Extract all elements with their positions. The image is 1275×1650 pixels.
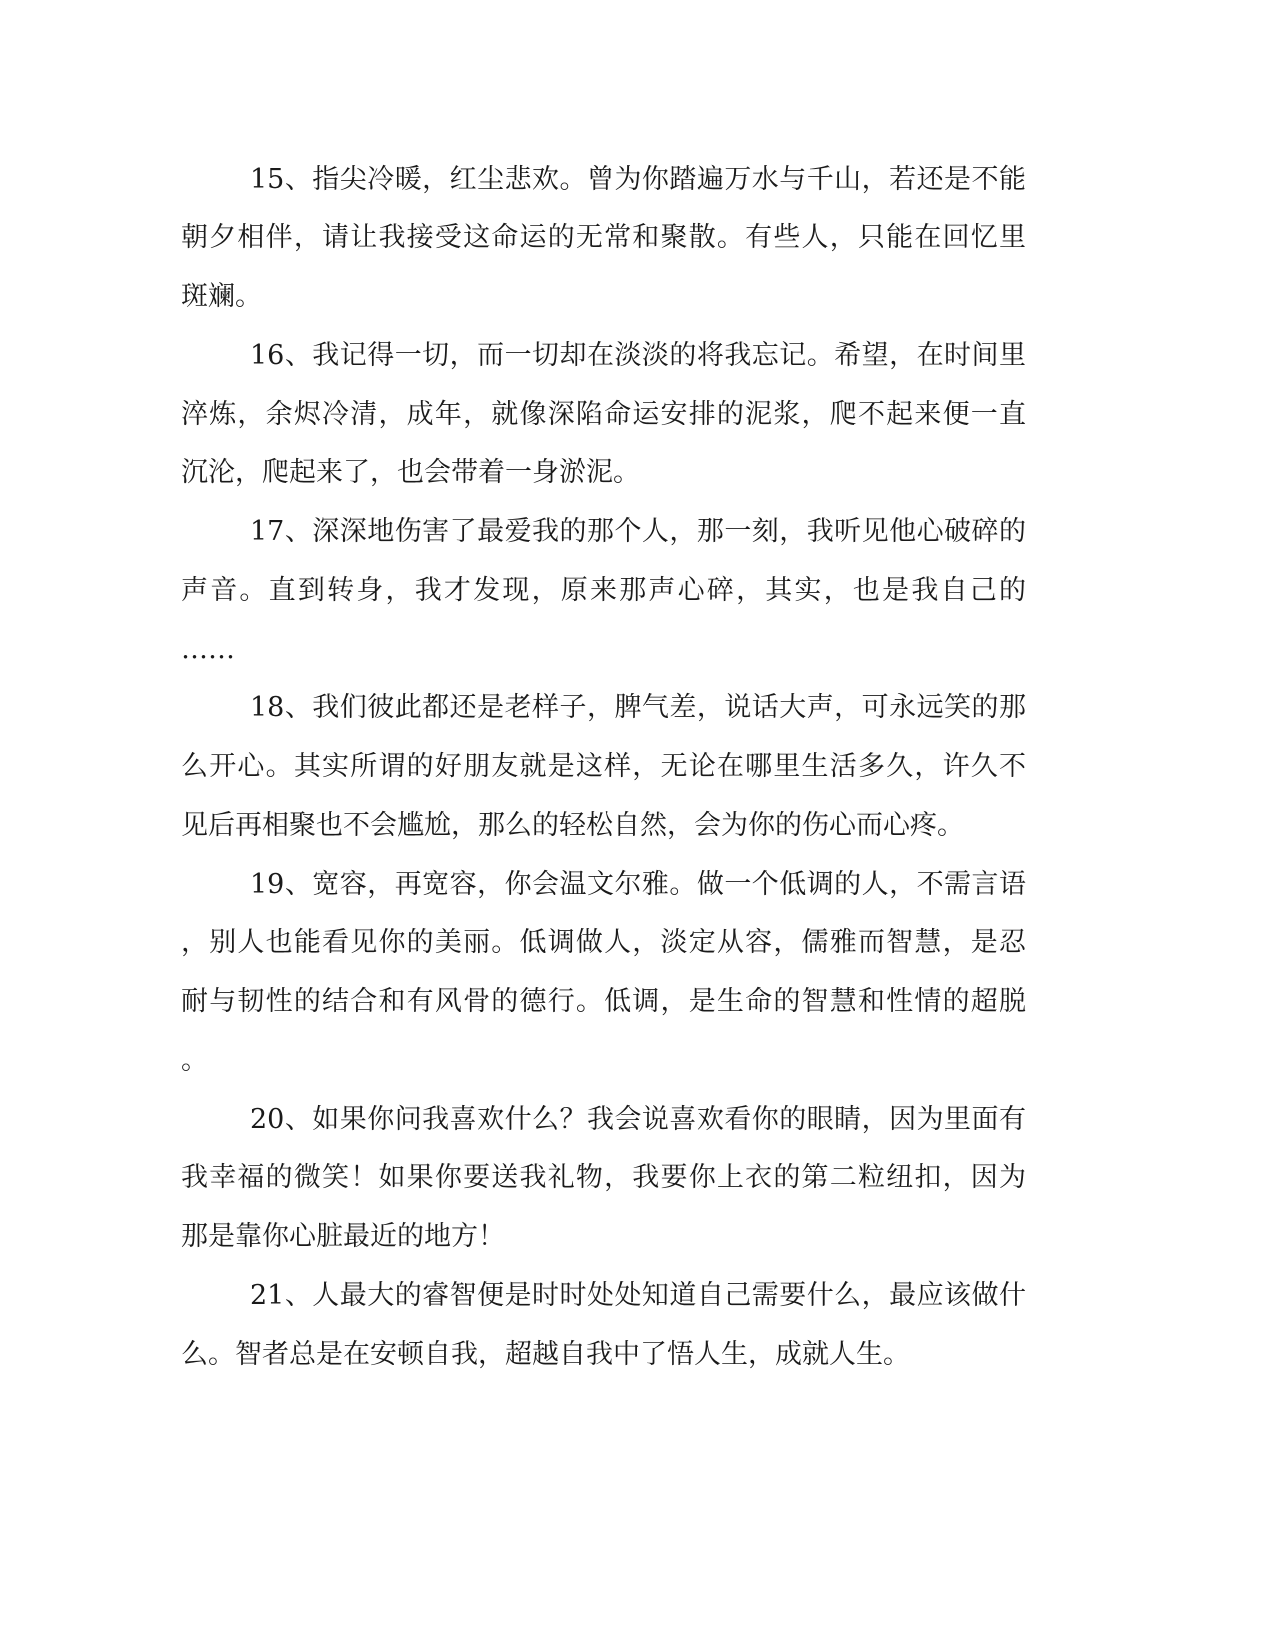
paragraph-line: 耐与韧性的结合和有风骨的德行。低调，是生命的智慧和性情的超脱 <box>181 986 1026 1017</box>
paragraph-line: 沉沦，爬起来了，也会带着一身淤泥。 <box>181 457 640 488</box>
paragraph-line: ，别人也能看见你的美丽。低调做人，淡定从容，儒雅而智慧，是忍 <box>181 927 1026 958</box>
paragraph-line: 淬炼，余烬冷清，成年，就像深陷命运安排的泥浆，爬不起来便一直 <box>181 399 1026 430</box>
paragraph-line: 15、指尖冷暖，红尘悲欢。曾为你踏遍万水与千山，若还是不能 <box>250 164 1026 195</box>
paragraph-line: 18、我们彼此都还是老样子，脾气差，说话大声，可永远笑的那 <box>250 692 1026 723</box>
paragraph-line: 朝夕相伴，请让我接受这命运的无常和聚散。有些人，只能在回忆里 <box>181 222 1026 253</box>
paragraph-line: 21、人最大的睿智便是时时处处知道自己需要什么，最应该做什 <box>250 1280 1026 1311</box>
paragraph-line: …… <box>181 634 235 665</box>
paragraph-line: 我幸福的微笑！如果你要送我礼物，我要你上衣的第二粒纽扣，因为 <box>181 1162 1026 1193</box>
paragraph-line: 声音。直到转身，我才发现，原来那声心碎，其实，也是我自己的 <box>181 575 1026 606</box>
paragraph-line: 19、宽容，再宽容，你会温文尔雅。做一个低调的人，不需言语 <box>250 869 1026 900</box>
paragraph-line: 那是靠你心脏最近的地方！ <box>181 1221 505 1252</box>
paragraph-line: 。 <box>181 1045 208 1076</box>
paragraph-line: 么。智者总是在安顿自我，超越自我中了悟人生，成就人生。 <box>181 1339 910 1370</box>
paragraph-line: 么开心。其实所谓的好朋友就是这样，无论在哪里生活多久，许久不 <box>181 751 1026 782</box>
paragraph-line: 20、如果你问我喜欢什么？我会说喜欢看你的眼睛，因为里面有 <box>250 1104 1026 1135</box>
paragraph-line: 16、我记得一切，而一切却在淡淡的将我忘记。希望，在时间里 <box>250 340 1026 371</box>
paragraph-line: 17、深深地伤害了最爱我的那个人，那一刻，我听见他心破碎的 <box>250 516 1026 547</box>
paragraph-line: 斑斓。 <box>181 281 262 312</box>
paragraph-line: 见后再相聚也不会尴尬，那么的轻松自然，会为你的伤心而心疼。 <box>181 810 964 841</box>
